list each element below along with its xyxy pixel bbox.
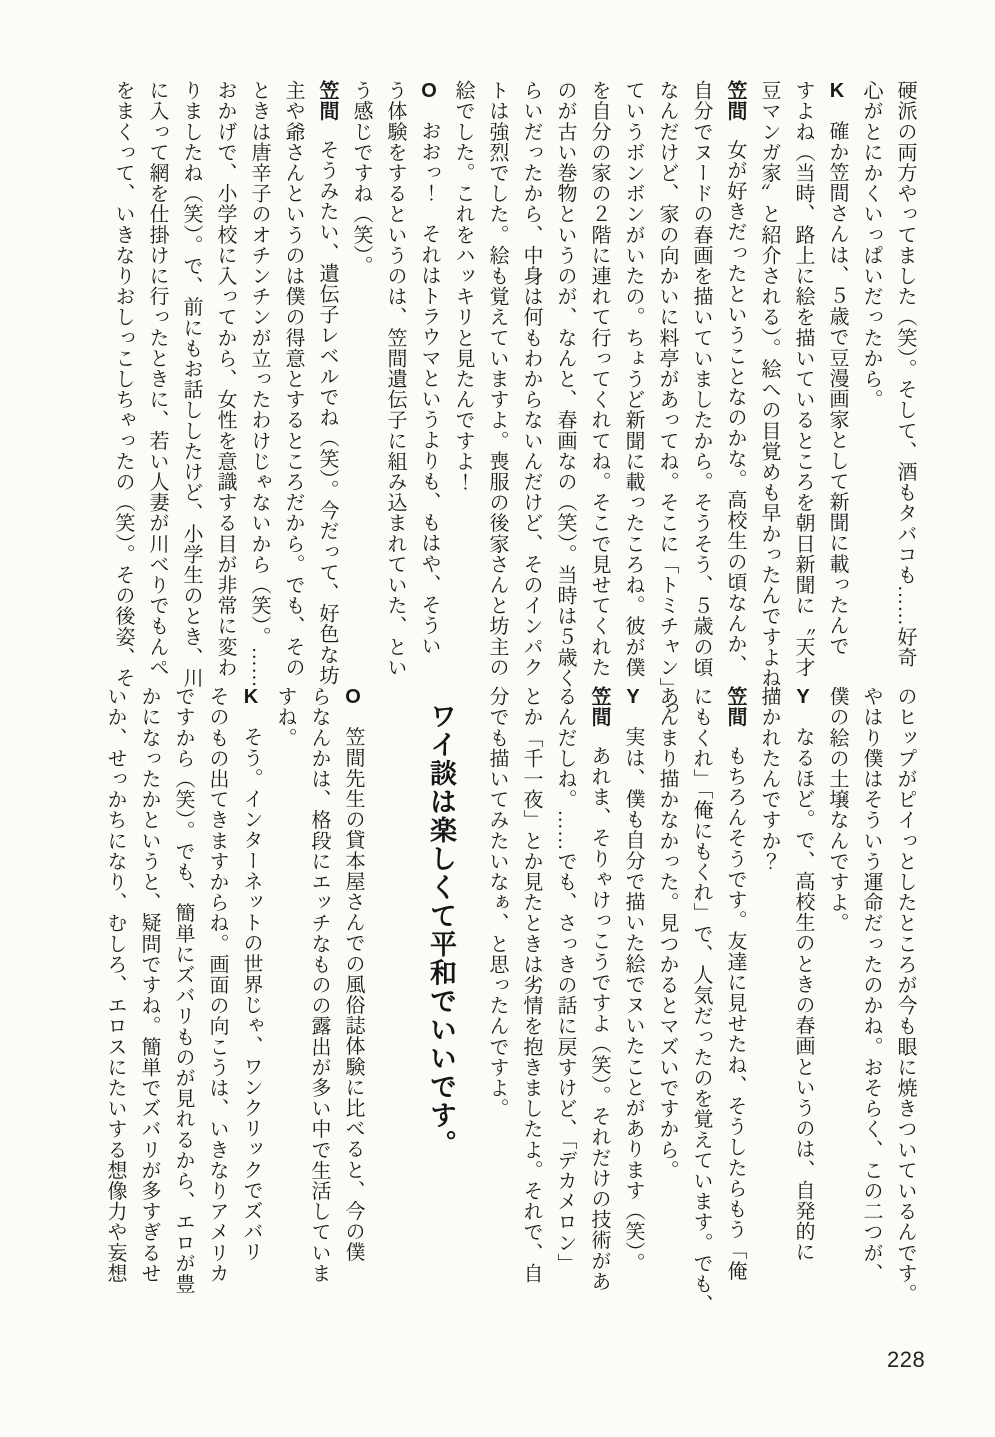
text-column: 硬派の両方やってました（笑）。そして、酒もタバコも……好奇 — [894, 80, 916, 668]
text-column: にもくれ」「俺にもくれ」で、人気だったのを覚えています。でも、 — [690, 686, 712, 1315]
text-column: とか「千一夜」とか見たときは劣情を抱きましたよ。それで、自 — [520, 686, 542, 1284]
text-column: 主や爺さんというのは僕の得意とするところだから。でも、その — [282, 80, 304, 678]
interview-text-upper-block — [106, 80, 922, 719]
speaker-label: K — [826, 80, 848, 103]
text-column: う体験をするというのは、笠間遺伝子に組み込まれていた、とい — [384, 80, 406, 678]
text-column: 描かれたんですか？ — [758, 686, 780, 872]
text-column — [582, 686, 616, 1315]
text-column: のヒップがピイっとしたところが今も眼に焼きついているんです。 — [894, 686, 916, 1304]
text-column: に入って網を仕掛けに行ったときに、若い人妻が川べりでもんぺ — [146, 80, 168, 678]
text-column — [786, 686, 820, 1315]
text-column: りましたね（笑）。で、前にもお話ししたけど、小学生のとき、川 — [180, 80, 202, 688]
text-column — [336, 686, 370, 1315]
speaker-label: Y — [622, 686, 644, 709]
text-column: 絵でした。これをハッキリと見たんですよ！ — [452, 80, 474, 492]
speaker-label: 笠間 — [724, 686, 746, 728]
text-column: すよね（当時、路上に絵を描いているところを朝日新聞に〝天才 — [792, 80, 814, 678]
text-column: おかげで、小学校に入ってから、女性を意識する目が非常に変わ — [214, 80, 236, 678]
column-text: そうみたい、遺伝子レベルでね（笑）。今だって、好色な坊 — [316, 139, 338, 686]
text-column: あんまり描かなかった。見つかるとマズいですから。 — [656, 686, 678, 1181]
text-column: らいだったから、中身は何もわからないんだけど、そのインパク — [520, 80, 542, 678]
text-column: を自分の家の２階に連れて行ってくれてね。そこで見せてくれた — [588, 80, 610, 678]
text-column — [616, 686, 650, 1315]
text-column: う感じですね（笑）。 — [350, 80, 372, 276]
column-text: 笠間先生の貸本屋さんでの風俗誌体験に比べると、今の僕 — [342, 726, 364, 1263]
text-column — [820, 80, 854, 719]
text-column: 自分でヌードの春画を描いていましたから。そうそう、５歳の頃 — [690, 80, 712, 678]
speaker-label: 笠間 — [724, 80, 746, 122]
column-text: おおっ！ それはトラウマというよりも、もはや、そうい — [418, 120, 440, 657]
speaker-label: K — [240, 686, 262, 709]
column-text: なるほど。で、高校生のときの春画というのは、自発的に — [792, 726, 814, 1263]
text-column: るんだしね。……でも、さっきの話に戻すけど、「デカメロン」 — [554, 686, 576, 1274]
speaker-label: 笠間 — [588, 686, 610, 728]
text-column — [234, 686, 268, 1315]
text-column: らなんかは、格段にエッチなものの露出が多い中で生活していま — [308, 686, 330, 1284]
text-column: ときは唐辛子のオチンチンが立ったわけじゃないから（笑）。…… — [248, 80, 270, 688]
interview-text-lower-block — [98, 686, 922, 1315]
text-column: 分でも描いてみたいなぁ、と思ったんですよ。 — [486, 686, 508, 1119]
speaker-label: O — [418, 80, 440, 103]
text-column: かになったかというと、疑問ですね。簡単でズバリが多すぎるせ — [138, 686, 160, 1284]
text-column — [718, 80, 752, 719]
text-column: をまくって、いきなりおしっこしちゃったの（笑）。その後姿、そ — [112, 80, 134, 688]
page-number: 228 — [887, 1347, 926, 1372]
column-text: あれま、そりゃけっこうですよ（笑）。それだけの技術があ — [588, 745, 610, 1292]
column-text: そう。インターネットの世界じゃ、ワンクリックでズバリ — [240, 726, 262, 1263]
text-column: なんだけど、家の向かいに料亭があってね。そこに「トミチャン」っ — [656, 80, 678, 719]
text-column — [310, 80, 344, 719]
column-text: 実は、僕も自分で描いた絵でヌいたことがあります（笑）。 — [622, 726, 644, 1273]
column-text: 確か笠間さんは、５歳で豆漫画家として新聞に載ったんで — [826, 120, 848, 657]
text-column: いか、せっかちになり、むしろ、エロスにたいする想像力や妄想 — [104, 686, 126, 1284]
text-column: そのもの出てきますからね。画面の向こうは、いきなりアメリカ — [206, 686, 228, 1284]
column-text: 女が好きだったということなのかな。高校生の頃なんか、 — [724, 139, 746, 675]
text-column — [412, 80, 446, 719]
text-column: 豆マンガ家〟と紹介される）。絵への目覚めも早かったんですよね。 — [758, 80, 780, 709]
column-text: もちろんそうです。友達に見せたね、そうしたらもう「俺 — [724, 745, 746, 1281]
text-column — [718, 686, 752, 1315]
text-column: 心がとにかくいっぱいだったから。 — [860, 80, 882, 410]
text-column: 僕の絵の土壌なんですよ。 — [826, 686, 848, 934]
speaker-label: 笠間 — [316, 80, 338, 122]
speaker-label: Y — [792, 686, 814, 709]
text-column: ですから（笑）。でも、簡単にズバリものが見れるから、エロが豊 — [172, 686, 194, 1294]
text-column: ていうボンボンがいたの。ちょうど新聞に載ったころね。彼が僕 — [622, 80, 644, 678]
text-column: トは強烈でした。絵も覚えていますよ。喪服の後家さんと坊主の — [486, 80, 508, 678]
text-column: のが古い巻物というのが、なんと、春画なの（笑）。当時は５歳く — [554, 80, 576, 688]
text-column: すね。 — [274, 686, 296, 748]
speaker-label: O — [342, 686, 364, 709]
section-heading: ワイ談は楽しくて平和でいいです。 — [426, 702, 456, 1158]
text-column: やはり僕はそういう運命だったのかね。おそらく、この二つが、 — [860, 686, 882, 1284]
